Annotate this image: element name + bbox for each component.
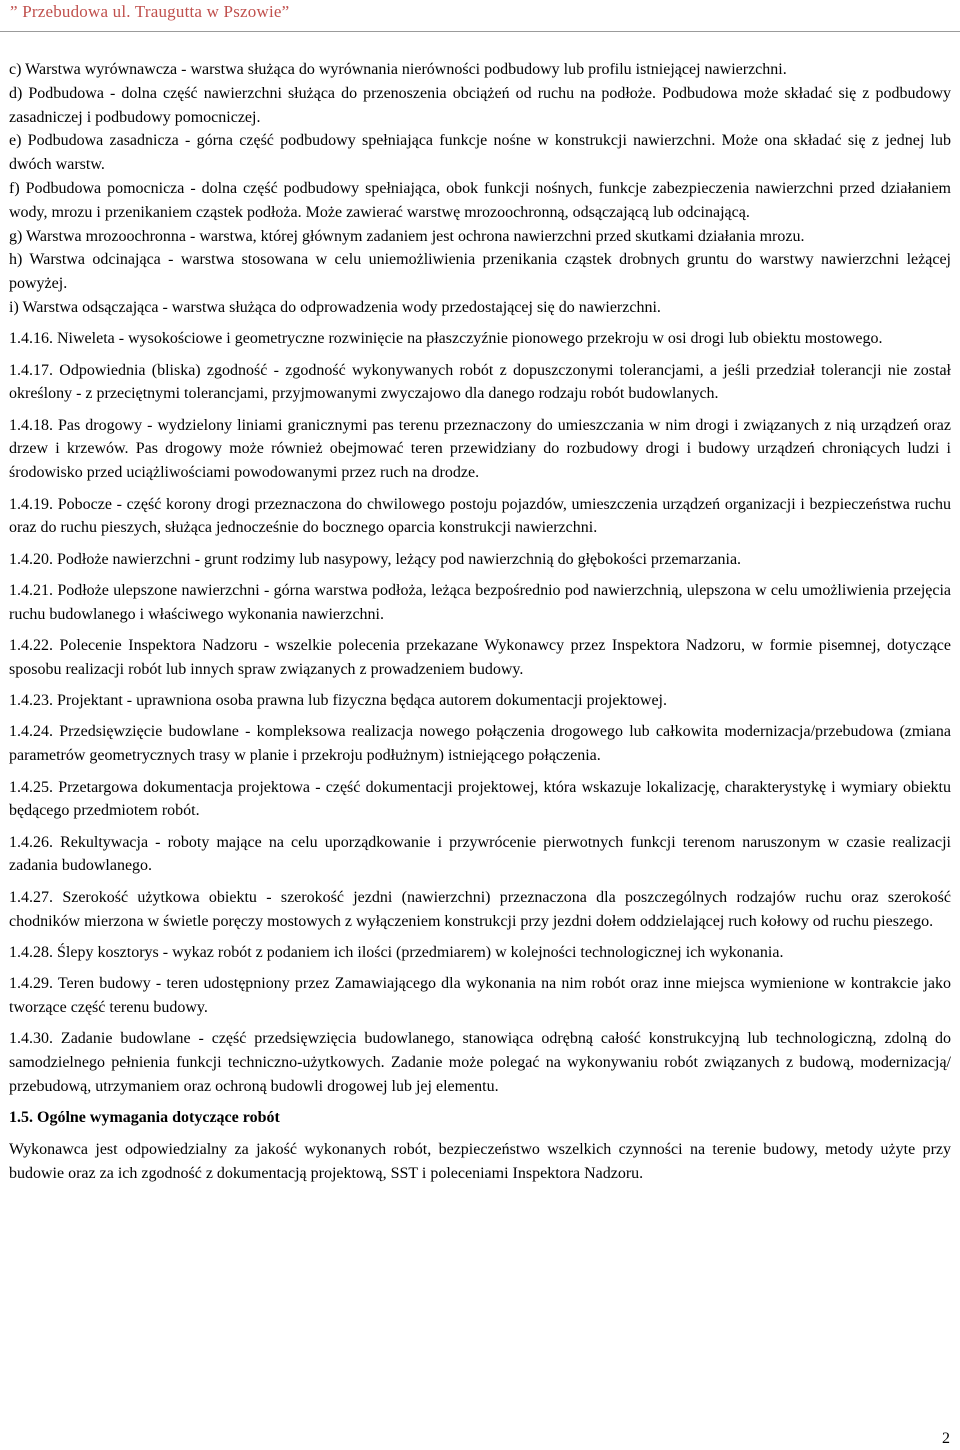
definition-number: 1.4.28. <box>9 943 53 961</box>
definition-text: Teren budowy - teren udostępniony przez Zamawiającego dla wykonania na nim robót oraz inne miejsca wymienione w kontrakcie jako tworzące część terenu budowy. <box>9 975 951 1016</box>
definition-number: 1.4.23. <box>9 692 53 710</box>
definition-1-4-24 <box>9 720 951 768</box>
definition-number: 1.4.24. <box>9 723 53 741</box>
page-header <box>0 0 960 34</box>
definition-text: Projektant - uprawniona osoba prawna lub fizyczna będąca autorem dokumentacji projektowej. <box>57 692 667 710</box>
layer-definition-h: h) Warstwa odcinająca - warstwa stosowana w celu uniemożliwienia przenikania cząstek drobnych gruntu do warstwy nawierzchni leżącej powyżej. <box>9 251 951 293</box>
definition-text: Przetargowa dokumentacja projektowa - część dokumentacji projektowej, która wskazuje lokalizację, charakterystykę i wymiary obiektu będącego przedmiotem robót. <box>9 778 951 820</box>
definition-number: 1.4.22. <box>9 637 53 655</box>
definition-number: 1.4.20. <box>9 550 53 568</box>
header-divider <box>0 31 960 32</box>
definition-text: Ślepy kosztorys - wykaz robót z podaniem ich ilości (przedmiarem) w kolejności technologicznej ich wykonania. <box>57 943 784 961</box>
definition-number: 1.4.16. <box>9 330 53 348</box>
definition-1-4-17 <box>9 359 951 407</box>
layer-definition-f: f) Podbudowa pomocnicza - dolna część podbudowy spełniająca, obok funkcji nośnych, funkcje zabezpieczenia nawierzchni przed działaniem wody, mrozu i przenikaniem cząstek podłoża. Może zawierać warstwę mrozoochronną, odsączającą lub odcinającą. <box>9 179 951 221</box>
definition-text: Przedsięwzięcie budowlane - kompleksowa realizacja nowego połączenia drogowego lub całkowita modernizacja/przebudowa (zmiana parametrów geometrycznych trasy w planie i przekroju podłużnym) istniejącego połączenia. <box>9 723 952 765</box>
definition-1-4-21 <box>9 579 951 627</box>
layer-definition-g: g) Warstwa mrozoochronna - warstwa, której głównym zadaniem jest ochrona nawierzchni przed skutkami działania mrozu. <box>9 227 805 245</box>
definition-number: 1.4.21. <box>9 581 53 599</box>
definition-1-4-28 <box>9 941 951 965</box>
definition-number: 1.4.18. <box>9 416 53 434</box>
definition-text: Rekultywacja - roboty mające na celu uporządkowanie i przywrócenie pierwotnych funkcji terenom naruszonym w czasie realizacji zadania budowlanego. <box>9 833 952 875</box>
definition-text: Pobocze - część korony drogi przeznaczona do chwilowego postoju pojazdów, umieszczenia urządzeń organizacji i bezpieczeństwa ruchu oraz do ruchu pieszych, służąca jednocześnie do bocznego oparcia konstrukcji nawierzchni. <box>9 495 952 537</box>
definition-1-4-18 <box>9 414 951 485</box>
definition-number: 1.4.27. <box>9 888 53 906</box>
section-heading: 1.5. Ogólne wymagania dotyczące robót <box>9 1109 280 1127</box>
layer-definition-d: d) Podbudowa - dolna część nawierzchni służąca do przenoszenia obciążeń od ruchu na podłoże. Podbudowa może składać się z podbudowy zasadniczej i podbudowy pomocniczej. <box>9 84 951 126</box>
definition-1-4-27 <box>9 886 951 934</box>
definition-1-4-22 <box>9 634 951 682</box>
definition-1-4-25 <box>9 776 951 824</box>
document-body <box>9 58 951 1185</box>
definition-number: 1.4.25. <box>9 778 53 796</box>
layer-definition-c: c) Warstwa wyrównawcza - warstwa służąca do wyrównania nierówności podbudowy lub profilu istniejącej nawierzchni. <box>9 61 787 78</box>
definition-text: Zadanie budowlane - część przedsięwzięcia budowlanego, stanowiąca odrębną całość konstrukcyjną lub technologiczną, zdolną do samodzielnego pełnienia funkcji techniczno-użytkowych. Zadanie może polegać na wykonywaniu robót związanych z budową, modernizacją/ przebudową, utrzymaniem oraz ochroną budowli drogowej lub jej elementu. <box>9 1030 952 1095</box>
page-number: 2 <box>942 1430 950 1447</box>
definition-number: 1.4.19. <box>9 495 53 513</box>
definition-1-4-23 <box>9 689 951 713</box>
definition-text: Odpowiednia (bliska) zgodność - zgodność wykonywanych robót z dopuszczonymi tolerancjami, a jeśli przedział tolerancji nie został określony - z przeciętnymi tolerancjami, przyjmowanymi zwyczajowo dla danego rodzaju robót budowlanych. <box>9 361 951 403</box>
header-title: ” Przebudowa ul. Traugutta w Pszowie” <box>10 2 290 21</box>
definition-1-4-19 <box>9 493 951 541</box>
definition-1-4-26 <box>9 831 951 879</box>
definition-text: Szerokość użytkowa obiektu - szerokość jezdni (nawierzchni) przeznaczona dla poszczególnych rodzajów ruchu oraz szerokość chodników mierzona w świetle poręczy mostowych z wyłączeniem konstrukcji przy jezdni dołem oddzielającej ruch kołowy od ruchu pieszego. <box>9 888 952 930</box>
layer-definition-i: i) Warstwa odsączająca - warstwa służąca do odprowadzenia wody przedostającej się do nawierzchni. <box>9 298 661 316</box>
definition-number: 1.4.30. <box>9 1030 53 1048</box>
definition-1-4-20 <box>9 548 951 572</box>
definition-number: 1.4.26. <box>9 833 53 851</box>
definition-number: 1.4.29. <box>9 975 53 993</box>
layer-definition-e: e) Podbudowa zasadnicza - górna część podbudowy spełniająca funkcje nośne w konstrukcji nawierzchni. Może ona składać się z jednej lub dwóch warstw. <box>9 132 951 174</box>
definition-1-4-29 <box>9 972 951 1020</box>
definition-text: Podłoże ulepszone nawierzchni - górna warstwa podłoża, leżąca bezpośrednio pod nawierzchnią, ulepszona w celu umożliwienia przejęcia ruchu budowlanego i właściwego wykonania nawierzchni. <box>9 581 952 623</box>
definition-1-4-16 <box>9 327 951 351</box>
definition-number: 1.4.17. <box>9 361 53 379</box>
definition-text: Pas drogowy - wydzielony liniami granicznymi pas terenu przeznaczony do umieszczania w nim drogi i związanych z nią urządzeń oraz drzew i krzewów. Pas drogowy może również obejmować teren przewidziany do rozbudowy drogi i budowy urządzeń chroniących ludzi i środowisko przed uciążliwościami powodowanymi przez ruch na drodze. <box>9 416 952 482</box>
section-body: Wykonawca jest odpowiedzialny za jakość wykonanych robót, bezpieczeństwo wszelkich czynności na terenie budowy, metody użyte przy budowie oraz za ich zgodność z dokumentacją projektową, SST i poleceniami Inspektora Nadzoru. <box>9 1140 951 1182</box>
definition-text: Podłoże nawierzchni - grunt rodzimy lub nasypowy, leżący pod nawierzchnią do głębokości przemarzania. <box>57 550 742 568</box>
definition-1-4-30 <box>9 1027 951 1098</box>
definition-text: Polecenie Inspektora Nadzoru - wszelkie polecenia przekazane Wykonawcy przez Inspektora Nadzoru, w formie pisemnej, dotyczące sposobu realizacji robót lub innych spraw związanych z prowadzeniem budowy. <box>9 637 951 678</box>
definition-text: Niweleta - wysokościowe i geometryczne rozwinięcie na płaszczyźnie pionowego przekroju w osi drogi lub obiektu mostowego. <box>57 330 883 348</box>
